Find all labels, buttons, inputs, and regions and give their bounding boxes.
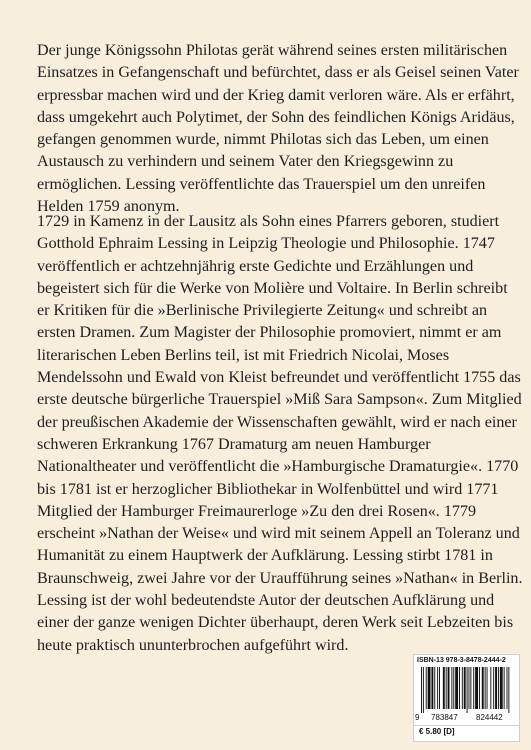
barcode-bar <box>446 667 447 709</box>
barcode-bar <box>431 667 433 709</box>
barcode-bar <box>467 667 468 713</box>
text-line: gefangen genommen wurde, nimmt Philotas sich das Leben, um einen <box>37 131 489 149</box>
text-line: ersten Dramen. Zum Magister der Philosophie promoviert, nimmt er am <box>37 324 502 342</box>
barcode-bar <box>448 667 450 709</box>
barcode-bar <box>485 667 486 709</box>
text-line: dass umgekehrt auch Polytimet, der Sohn des feindlichen Königs Aridäus, <box>37 108 515 126</box>
barcode-bar <box>451 667 452 709</box>
barcode-bar <box>443 667 445 709</box>
barcode-bar <box>459 667 460 709</box>
barcode-bar <box>469 667 470 709</box>
barcode-bar <box>439 667 440 709</box>
barcode-bar <box>426 667 427 709</box>
barcode-bar <box>455 667 458 709</box>
text-line: Mitglied der Hamburger Freimaurerloge »Zu den drei Rosen«. 1779 <box>37 502 477 520</box>
price-label: € 5.80 [D] <box>419 727 455 736</box>
synopsis-paragraph <box>37 40 519 218</box>
text-line: Einsatzes in Gefangenschaft und befürchtet, dass er als Geisel seinen Vater <box>37 64 519 82</box>
barcode-bars <box>421 667 515 713</box>
text-line: der preußischen Akademie der Wissenschaften gewählt, wird er nach einer <box>37 413 517 431</box>
author-biography-paragraph <box>37 211 523 657</box>
barcode-bar <box>453 667 454 709</box>
price-divider <box>414 725 519 726</box>
barcode-bar <box>421 667 422 713</box>
text-line: begeistert sich für die Werke von Molière und Voltaire. In Berlin schreibt <box>37 279 508 297</box>
barcode-bar <box>462 667 463 709</box>
text-line: Helden 1759 anonym. <box>37 198 180 216</box>
barcode-bar <box>479 667 480 709</box>
barcode-bar <box>428 667 431 709</box>
text-line: er Kritiken für die »Berlinische Privilegierte Zeitung« und schreibt an <box>37 302 488 320</box>
barcode-bar <box>498 667 499 709</box>
text-line: erste deutsche bürgerliche Trauerspiel »Miß Sara Sampson«. Zum Mitglied <box>37 391 522 409</box>
barcode-bar <box>423 667 424 713</box>
text-line: heute praktisch ununterbrochen aufgeführt wird. <box>37 636 349 654</box>
text-line: veröffentlich er achtzehnjährig erste Gedichte und Erzählungen und <box>37 257 474 275</box>
barcode-digits-right: 824442 <box>476 713 503 722</box>
barcode-bar <box>504 667 505 709</box>
text-line: Mendelssohn und Ewald von Kleist befreundet und veröffentlicht 1755 das <box>37 369 521 387</box>
barcode-bar <box>493 667 494 709</box>
barcode-bar <box>508 667 509 713</box>
text-line: Der junge Königssohn Philotas gerät während seines ersten militärischen <box>37 42 508 59</box>
barcode-bar <box>482 667 484 709</box>
barcode-bar <box>490 667 491 709</box>
isbn-label: ISBN-13 978-3-8478-2444-2 <box>417 657 506 664</box>
barcode-bar <box>475 667 478 709</box>
barcode-digits <box>414 713 519 725</box>
barcode-bar <box>495 667 497 709</box>
barcode-bar <box>437 667 438 709</box>
text-line: bis 1781 ist er herzoglicher Bibliothekar in Wolfenbüttel und wird 1771 <box>37 480 499 498</box>
barcode-digit-first: 9 <box>415 713 420 722</box>
barcode-bar <box>434 667 435 709</box>
barcode-bar <box>500 667 503 709</box>
barcode-bar <box>473 667 474 709</box>
text-line: erscheint »Nathan der Weise« und wird mit seinem Appell an Toleranz und <box>37 525 520 543</box>
text-line: Nationaltheater und veröffentlicht die »Hamburgische Dramaturgie«. 1770 <box>37 458 519 476</box>
text-line: 1729 in Kamenz in der Lausitz als Sohn eines Pfarrers geboren, studiert <box>37 213 500 230</box>
isbn-barcode-panel <box>413 654 520 742</box>
text-line: literarischen Leben Berlins teil, ist mit Friedrich Nicolai, Moses <box>37 346 450 364</box>
text-line: Gotthold Ephraim Lessing in Leipzig Theologie und Philosophie. 1747 <box>37 235 495 253</box>
text-line: einer der ganze wenigen Dichter überhaupt, deren Werk seit Lebzeiten bis <box>37 614 514 632</box>
barcode-digits-left: 783847 <box>431 713 458 722</box>
text-line: ermöglichen. Lessing veröffentlichte das Trauerspiel um den unreifen <box>37 175 486 193</box>
text-line: erpressbar machen wird und der Krieg damit verloren wäre. Als er erfährt, <box>37 86 515 104</box>
barcode-bar <box>487 667 488 709</box>
barcode-bar <box>470 667 471 709</box>
text-line: Austausch zu verhindern und seinem Vater den Kriegsgewinn zu <box>37 153 454 171</box>
barcode-bar <box>464 667 466 709</box>
text-line: schweren Erkrankung 1767 Dramaturg am neuen Hamburger <box>37 435 431 453</box>
text-line: Braunschweig, zwei Jahre vor der Uraufführung seines »Nathan« in Berlin. <box>37 569 523 587</box>
text-line: Lessing ist der wohl bedeutendste Autor der deutschen Aufklärung und <box>37 592 495 610</box>
text-line: Humanität zu einem Hauptwerk der Aufklärung. Lessing stirbt 1781 in <box>37 547 493 565</box>
barcode-bar <box>507 667 508 709</box>
